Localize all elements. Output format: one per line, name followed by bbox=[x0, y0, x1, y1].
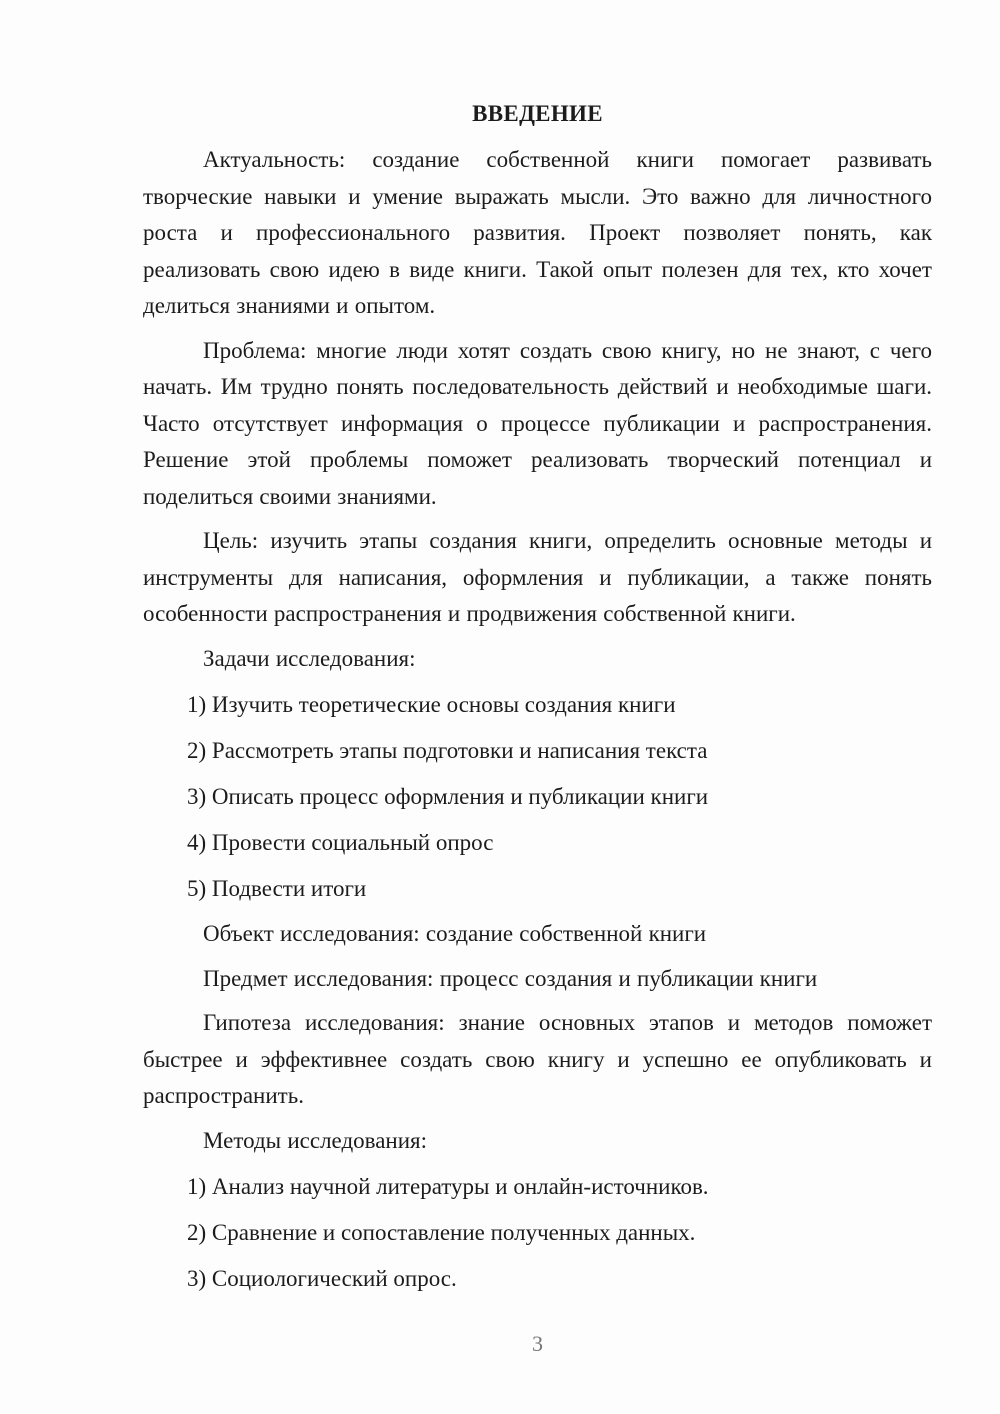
paragraph-goal: Цель: изучить этапы создания книги, определить основные методы и инструменты для написания, оформления и публикации, а также понять особенности распространения и продвижения собственной книги. bbox=[143, 528, 932, 626]
tasks-list bbox=[143, 687, 932, 907]
page-content bbox=[143, 96, 932, 1306]
page-number: 3 bbox=[532, 1331, 543, 1356]
task-item-1: 1) Изучить теоретические основы создания книги bbox=[187, 692, 676, 717]
page-title: ВВЕДЕНИЕ bbox=[472, 101, 603, 126]
task-item-2: 2) Рассмотреть этапы подготовки и написания текста bbox=[187, 738, 708, 763]
paragraph-object: Объект исследования: создание собственной книги bbox=[203, 921, 707, 946]
methods-list bbox=[143, 1169, 932, 1297]
method-item-3: 3) Социологический опрос. bbox=[187, 1266, 457, 1291]
paragraph-hypothesis: Гипотеза исследования: знание основных этапов и методов поможет быстрее и эффективнее создать свою книгу и успешно ее опубликовать и распространить. bbox=[143, 1010, 932, 1108]
paragraph-problem: Проблема: многие люди хотят создать свою книгу, но не знают, с чего начать. Им трудно понять последовательность действий и необходимые шаги. Часто отсутствует информация о процессе публикации и распространения. Решение этой проблемы поможет реализовать творческий потенциал и поделиться своими знаниями. bbox=[143, 337, 932, 509]
task-item-5: 5) Подвести итоги bbox=[187, 876, 367, 901]
method-item-1: 1) Анализ научной литературы и онлайн-источников. bbox=[187, 1174, 709, 1199]
task-item-4: 4) Провести социальный опрос bbox=[187, 830, 494, 855]
paragraph-subject: Предмет исследования: процесс создания и публикации книги bbox=[203, 965, 818, 991]
tasks-heading: Задачи исследования: bbox=[203, 645, 416, 671]
paragraph-relevance: Актуальность: создание собственной книги помогает развивать творческие навыки и умение выражать мысли. Это важно для личностного роста и профессионального развития. Проект позволяет понять, как реализовать свою идею в виде книги. Такой опыт полезен для тех, кто хочет делиться знаниями и опытом. bbox=[143, 147, 932, 318]
task-item-3: 3) Описать процесс оформления и публикации книги bbox=[187, 784, 709, 809]
methods-heading: Методы исследования: bbox=[203, 1127, 428, 1153]
method-item-2: 2) Сравнение и сопоставление полученных данных. bbox=[187, 1220, 696, 1245]
